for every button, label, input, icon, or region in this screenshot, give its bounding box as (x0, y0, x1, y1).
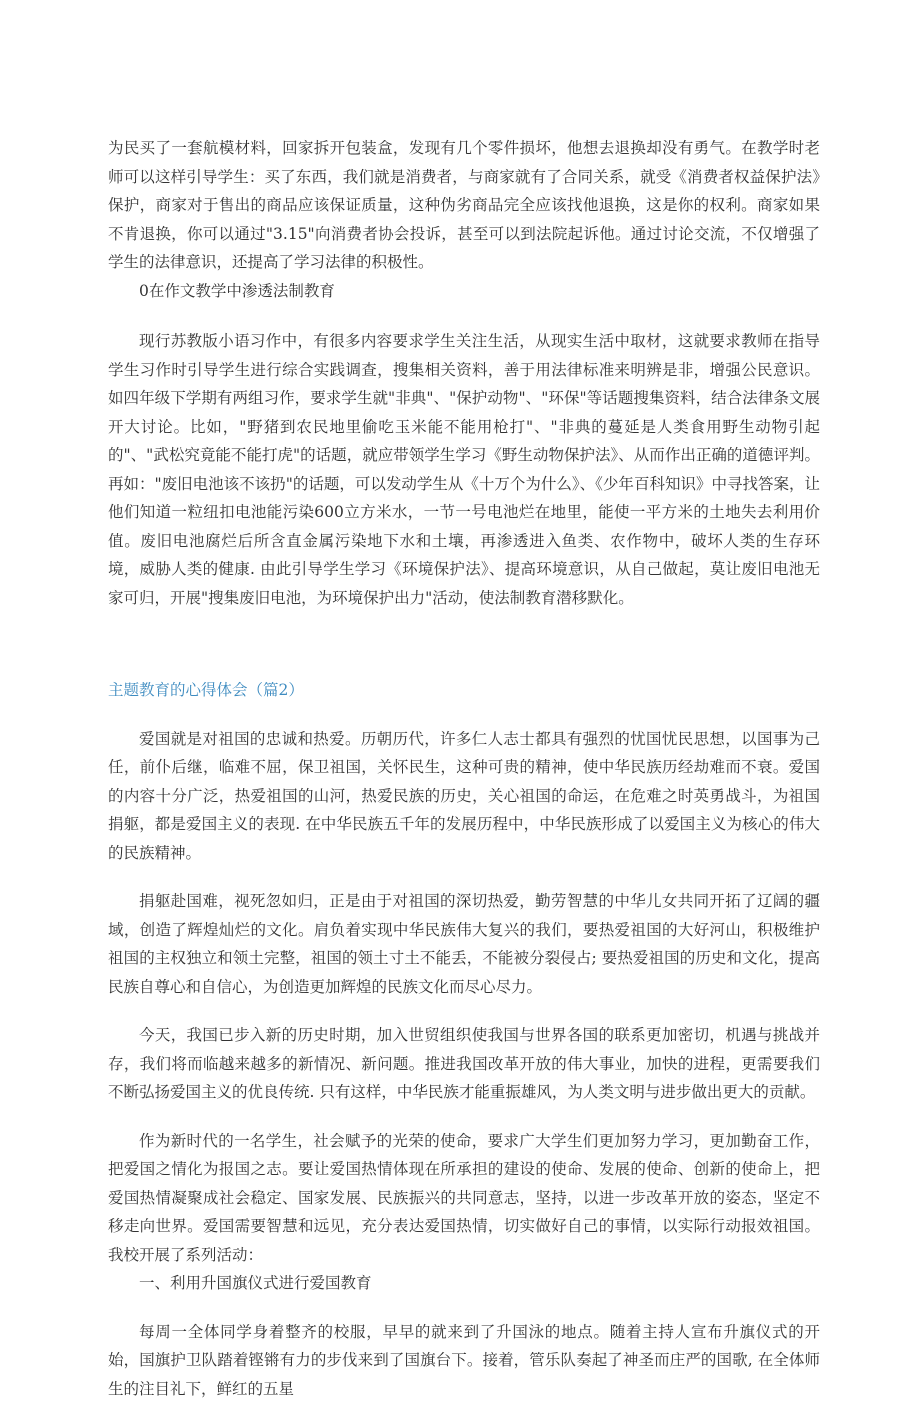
section-title-essay-2: 主题教育的心得体会（篇2） (108, 676, 820, 705)
paragraph-composition-law: 现行苏教版小语习作中，有很多内容要求学生关注生活，从现实生活中取材，这就要求教师在指导学生习作时引导学生进行综合实践调查，搜集相关资料，善于用法律标准来明辨是非，增强公民意识。如四年级下学期有两组习作，要求学生就"非典"、"保护动物"、"环保"等话题搜集资料，结合法律条文展开大讨论。比如，"野猪到农民地里偷吃玉米能不能用枪打"、"非典的蔓延是人类食用野生动物引起的"、"武松究竟能不能打虎"的话题，就应带领学生学习《野生动物保护法》、从而作出正确的道德评判。再如："废旧电池该不该扔"的话题，可以发动学生从《十万个为什么》、《少年百科知识》中寻找答案，让他们知道一粒纽扣电池能污染600立方米水，一节一号电池烂在地里，能使一平方米的土地失去利用价值。废旧电池腐烂后所含直金属污染地下水和土壤，再渗透进入鱼类、农作物中，破坏人类的生存环境，威胁人类的健康. 由此引导学生学习《环境保护法》、提高环境意识，从自己做起，莫让废旧电池无家可归，开展"搜集废旧电池，为环境保护出力"活动，使法制教育潜移默化。 (108, 327, 820, 612)
paragraph-student-mission: 作为新时代的一名学生，社会赋予的光荣的使命，要求广大学生们更加努力学习，更加勤奋工作，把爱国之情化为报国之志。要让爱国热情体现在所承担的建设的使命、发展的使命、创新的使命上，把爱国热情凝聚成社会稳定、国家发展、民族振兴的共同意志，坚持，以进一步改革开放的姿态，坚定不移走向世界。爱国需要智慧和远见，充分表达爱国热情，切实做好自己的事情，以实际行动报效祖国。我校开展了系列活动： (108, 1127, 820, 1270)
paragraph-patriotism-definition: 爱国就是对祖国的忠诚和热爱。历朝历代，许多仁人志士都具有强烈的忧国忧民思想，以国事为己任，前仆后继，临难不屈，保卫祖国，关怀民生，这种可贵的精神，使中华民族历经劫难而不衰。爱国的内容十分广泛，热爱祖国的山河，热爱民族的历史，关心祖国的命运，在危难之时英勇战斗，为祖国捐躯，都是爱国主义的表现. 在中华民族五千年的发展历程中，中华民族形成了以爱国主义为核心的伟大的民族精神。 (108, 725, 820, 868)
subheading-flag-raising: 一、利用升国旗仪式进行爱国教育 (108, 1269, 820, 1298)
document-body (108, 134, 820, 1403)
paragraph-model-kit: 为民买了一套航模材料，回家拆开包装盒，发现有几个零件损坏，他想去退换却没有勇气。在教学时老师可以这样引导学生：买了东西，我们就是消费者，与商家就有了合同关系，就受《消费者权益保护法》保护，商家对于售出的商品应该保证质量，这种伪劣商品完全应该找他退换，这是你的权利。商家如果不肯退换，你可以通过"3.15"向消费者协会投诉，甚至可以到法院起诉他。通过讨论交流，不仅增强了学生的法律意识，还提高了学习法律的积极性。 (108, 134, 820, 277)
paragraph-flag-ceremony: 每周一全体同学身着整齐的校服，早早的就来到了升国泳的地点。随着主持人宣布升旗仪式的开始，国旗护卫队踏着铿锵有力的步伐来到了国旗台下。接着，管乐队奏起了神圣而庄严的国歌, 在全体师生的注目礼下，鲜红的五星 (108, 1318, 820, 1403)
paragraph-new-era: 今天，我国已步入新的历史时期，加入世贸组织使我国与世界各国的联系更加密切，机遇与挑战并存，我们将而临越来越多的新情况、新问题。推进我国改革开放的伟大事业，加快的进程，更需要我们不断弘扬爱国主义的优良传统. 只有这样，中华民族才能重振雄风，为人类文明与进步做出更大的贡献。 (108, 1021, 820, 1107)
subheading-composition-teaching: 0在作文教学中渗透法制教育 (108, 277, 820, 306)
paragraph-sacrifice-for-country: 捐躯赴国难，视死忽如归，正是由于对祖国的深切热爱，勤劳智慧的中华儿女共同开拓了辽阔的疆域，创造了辉煌灿烂的文化。肩负着实现中华民族伟大复兴的我们，要热爱祖国的大好河山，积极维护祖国的主权独立和领土完整，祖国的领土寸土不能丢，不能被分裂侵占; 要热爱祖国的历史和文化，提高民族自尊心和自信心，为创造更加辉煌的民族文化而尽心尽力。 (108, 887, 820, 1001)
